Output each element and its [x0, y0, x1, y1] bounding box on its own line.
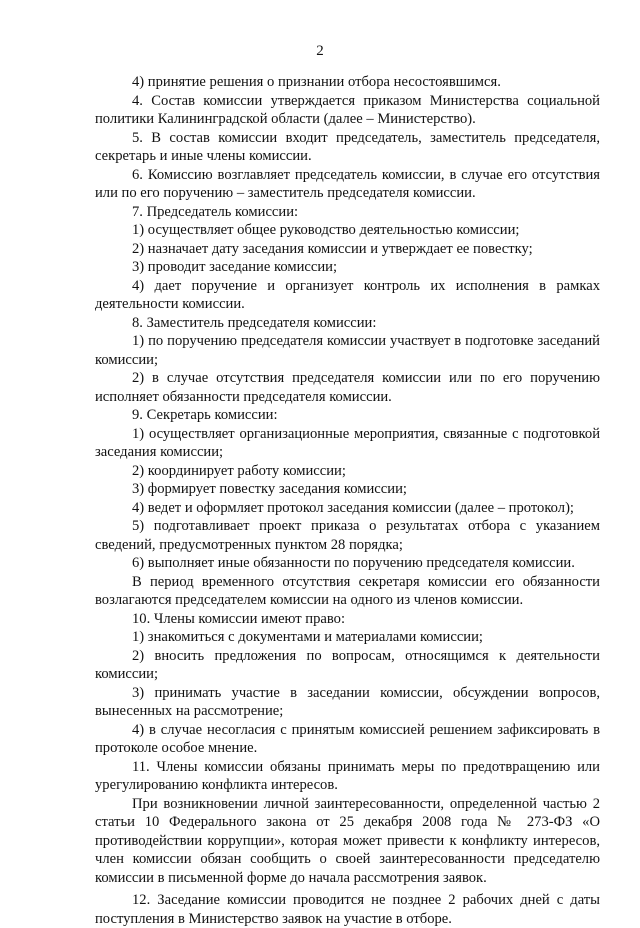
paragraph: 3) принимать участие в заседании комиссии, обсуждении вопросов, вынесенных на рассмотрение;: [95, 684, 600, 719]
paragraph: При возникновении личной заинтересованности, определенной частью 2 статьи 10 Федерального закона от 25 декабря 2008 года № 273-ФЗ «О противодействии коррупции», которая может привести к конфликту интересов, член комиссии обязан сообщить о своей заинтересованности председателю комиссии в письменной форме до начала рассмотрения заявок.: [95, 795, 600, 886]
paragraph: 1) осуществляет организационные мероприятия, связанные с подготовкой заседания комиссии;: [95, 425, 600, 460]
paragraph: 4) в случае несогласия с принятым комиссией решением зафиксировать в протоколе особое мнение.: [95, 721, 600, 756]
paragraph: 5) подготавливает проект приказа о результатах отбора с указанием сведений, предусмотренных пунктом 28 порядка;: [95, 518, 600, 553]
paragraph: 10. Члены комиссии имеют право:: [132, 610, 346, 627]
paragraph: 1) знакомиться с документами и материалами комиссии;: [132, 629, 483, 645]
page-number: 2: [316, 43, 324, 59]
paragraph: 6) выполняет иные обязанности по поручению председателя комиссии.: [132, 555, 575, 571]
paragraph: 12. Заседание комиссии проводится не позднее 2 рабочих дней с даты поступления в Министерство заявок на участие в отборе.: [95, 892, 600, 927]
paragraph: 5. В состав комиссии входит председатель, заместитель председателя, секретарь и иные члены комиссии.: [95, 129, 600, 164]
paragraph: 8. Заместитель председателя комиссии:: [132, 314, 377, 331]
paragraph: 3) формирует повестку заседания комиссии;: [132, 481, 407, 497]
paragraph: 4. Состав комиссии утверждается приказом Министерства социальной политики Калининградской области (далее – Министерство).: [95, 92, 600, 127]
paragraph: 2) координирует работу комиссии;: [132, 462, 346, 479]
paragraph: 6. Комиссию возглавляет председатель комиссии, в случае его отсутствия или по его поручению – заместитель председателя комиссии.: [95, 166, 600, 201]
paragraph: 1) осуществляет общее руководство деятельностью комиссии;: [132, 222, 520, 238]
paragraph: 11. Члены комиссии обязаны принимать меры по предотвращению или урегулированию конфликта интересов.: [95, 758, 600, 793]
paragraph: 2) вносить предложения по вопросам, относящимся к деятельности комиссии;: [95, 647, 600, 682]
paragraph: 2) назначает дату заседания комиссии и утверждает ее повестку;: [132, 240, 533, 257]
paragraph: 3) проводит заседание комиссии;: [132, 259, 338, 275]
paragraph: В период временного отсутствия секретаря комиссии его обязанности возлагаются председателем комиссии на одного из членов комиссии.: [95, 573, 600, 608]
paragraph: 4) принятие решения о признании отбора несостоявшимся.: [132, 74, 501, 90]
document-body: [95, 73, 600, 928]
paragraph: 7. Председатель комиссии:: [132, 203, 299, 220]
paragraph: 2) в случае отсутствия председателя комиссии или по его поручению исполняет обязанности председателя комиссии.: [95, 370, 600, 405]
paragraph: 4) ведет и оформляет протокол заседания комиссии (далее – протокол);: [132, 499, 574, 516]
paragraph: 9. Секретарь комиссии:: [132, 407, 278, 423]
paragraph: 4) дает поручение и организует контроль их исполнения в рамках деятельности комиссии.: [95, 277, 600, 312]
paragraph: 1) по поручению председателя комиссии участвует в подготовке заседаний комиссии;: [95, 333, 600, 368]
